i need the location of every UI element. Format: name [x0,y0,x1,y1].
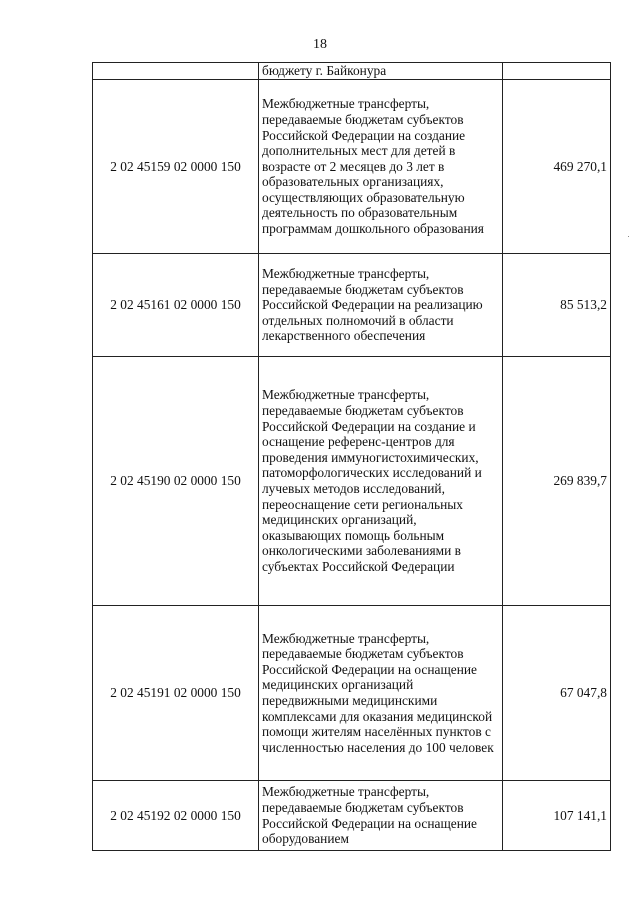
description-cell: Межбюджетные трансферты, передаваемые бюджетам субъектов Российской Федерации на создание дополнительных мест для детей в возрасте от 2 месяцев до 3 лет в образовательных организациях, осуществляющих образовательную деятельность по образовательным программам дошкольного образования [259,80,503,254]
amount-cell: 85 513,2 [503,254,611,357]
budget-code-cell: 2 02 45159 02 0000 150 [93,80,259,254]
description-cell: Межбюджетные трансферты, передаваемые бюджетам субъектов Российской Федерации на оснащение медицинских организаций передвижными медицинскими комплексами для оказания медицинской помощи жителям населённых пунктов с численностью населения до 100 человек [259,606,503,781]
budget-code-cell: 2 02 45161 02 0000 150 [93,254,259,357]
budget-code-cell: 2 02 45191 02 0000 150 [93,606,259,781]
description-cell: Межбюджетные трансферты, передаваемые бюджетам субъектов Российской Федерации на оснащение оборудованием [259,781,503,851]
description-cell: бюджету г. Байконура [259,63,503,80]
amount-cell: 67 047,8 [503,606,611,781]
amount-cell: 269 839,7 [503,357,611,606]
amount-cell: 469 270,1 [503,80,611,254]
table-row [93,357,611,606]
description-cell: Межбюджетные трансферты, передаваемые бюджетам субъектов Российской Федерации на реализацию отдельных полномочий в области лекарственного обеспечения [259,254,503,357]
description-cell: Межбюджетные трансферты, передаваемые бюджетам субъектов Российской Федерации на создание и оснащение референс-центров для проведения иммуногистохимических, патоморфологических исследований и лучевых методов исследований, переоснащение сети региональных медицинских организаций, оказывающих помощь больным онкологическими заболеваниями в субъектах Российской Федерации [259,357,503,606]
budget-code-cell: 2 02 45190 02 0000 150 [93,357,259,606]
table-row [93,254,611,357]
amount-cell: 107 141,1 [503,781,611,851]
table-row [93,606,611,781]
budget-revenue-table [92,62,611,851]
scan-speck [628,236,629,237]
budget-code-cell: 2 02 45192 02 0000 150 [93,781,259,851]
table-row [93,63,611,80]
budget-code-cell [93,63,259,80]
table-row [93,781,611,851]
table-row [93,80,611,254]
page-number: 18 [313,37,327,52]
amount-cell [503,63,611,80]
